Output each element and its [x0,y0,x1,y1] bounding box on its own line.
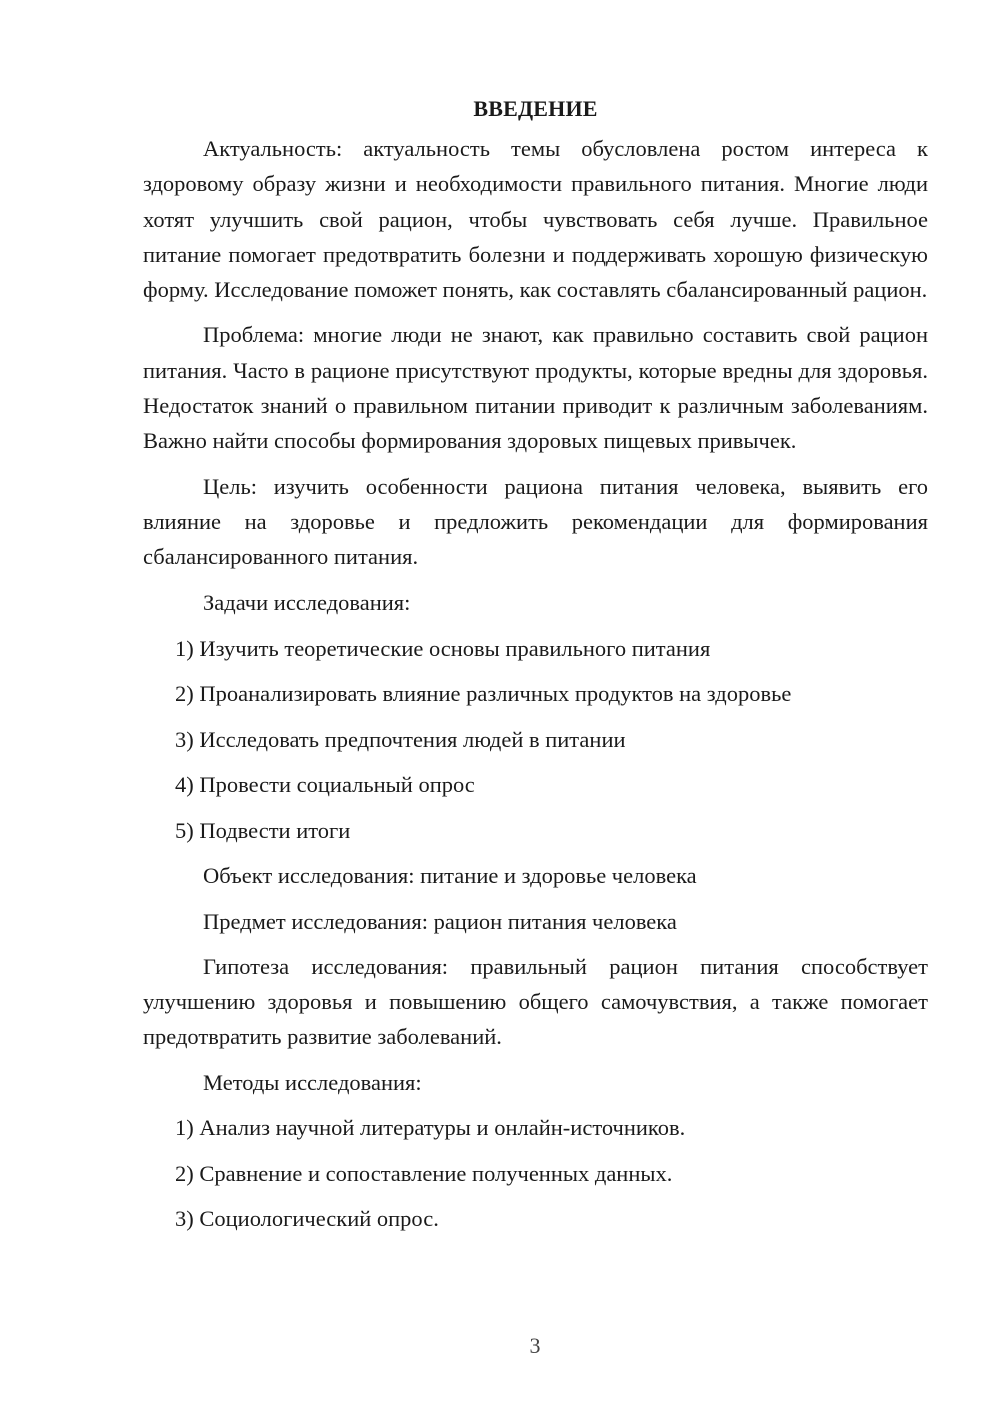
task-item: 2) Проанализировать влияние различных продуктов на здоровье [175,681,792,707]
document-page [143,92,928,1236]
method-item: 1) Анализ научной литературы и онлайн-источников. [175,1115,686,1141]
problem-paragraph: Проблема: многие люди не знают, как правильно составить свой рацион питания. Часто в рационе присутствуют продукты, которые вредны для здоровья. Недостаток знаний о правильном питании приводит к различным заболеваниям. Важно найти способы формирования здоровых пищевых привычек. [143,322,928,454]
research-object: Объект исследования: питание и здоровье человека [203,863,697,889]
task-item: 1) Изучить теоретические основы правильного питания [175,635,711,661]
task-item: 3) Исследовать предпочтения людей в питании [175,726,626,752]
page-number: 3 [529,1333,541,1358]
relevance-paragraph: Актуальность: актуальность темы обусловлена ростом интереса к здоровому образу жизни и необходимости правильного питания. Многие люди хотят улучшить свой рацион, чтобы чувствовать себя лучше. Правильное питание помогает предотвратить болезни и поддерживать хорошую физическую форму. Исследование поможет понять, как составлять сбалансированный рацион. [143,136,928,303]
method-item: 2) Сравнение и сопоставление полученных данных. [175,1160,673,1186]
section-title: ВВЕДЕНИЕ [473,96,598,121]
task-item: 4) Провести социальный опрос [175,772,475,798]
tasks-heading: Задачи исследования: [203,590,411,616]
research-subject: Предмет исследования: рацион питания человека [203,908,677,934]
hypothesis-paragraph: Гипотеза исследования: правильный рацион питания способствует улучшению здоровья и повышению общего самочувствия, а также помогает предотвратить развитие заболеваний. [143,953,928,1050]
goal-paragraph: Цель: изучить особенности рациона питания человека, выявить его влияние на здоровье и предложить рекомендации для формирования сбалансированного питания. [143,473,928,570]
method-item: 3) Социологический опрос. [175,1206,439,1232]
methods-heading: Методы исследования: [203,1069,422,1095]
task-item: 5) Подвести итоги [175,817,351,843]
